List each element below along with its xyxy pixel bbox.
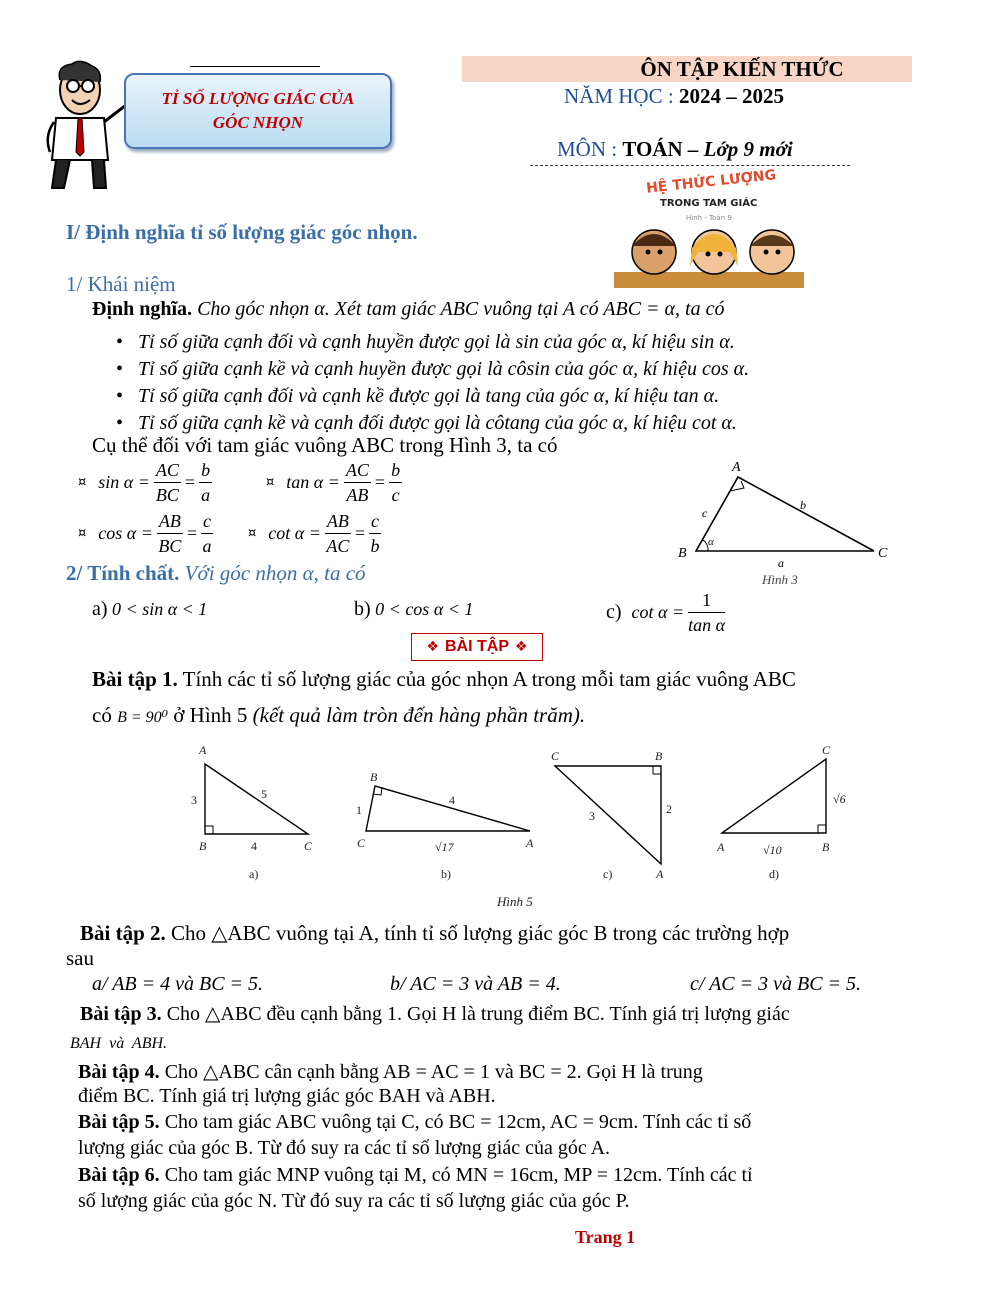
- properties-heading: [66, 561, 366, 586]
- exercise-3-label: Bài tập 3.: [80, 1003, 162, 1025]
- exercises-badge: [411, 633, 543, 661]
- formula-cot-frac1: $\frac{AB}{AC}$: [326, 511, 350, 556]
- exercise-2-label: Bài tập 2.: [80, 921, 166, 945]
- fig5d-C: C: [822, 743, 831, 757]
- formula-sin-frac1: $\frac{AC}{BC}$: [155, 460, 179, 505]
- fig3-label-b: b: [800, 498, 806, 512]
- fig3-label-alpha: α: [708, 536, 714, 548]
- section1-title: I/ Định nghĩa tỉ số lượng giác góc nhọn.: [66, 220, 418, 244]
- fig5b-side3: √17: [435, 840, 454, 854]
- fig5a-C: C: [304, 839, 313, 853]
- bullet-cot: • Tỉ số giữa cạnh kề và cạnh đối được gọi là côtang của góc α, kí hiệu cot α.: [116, 410, 836, 437]
- formula-cos-frac1: $\frac{AB}{BC}$: [158, 511, 182, 556]
- exercise-6-line2: số lượng giác của góc N. Từ đó suy ra các tỉ số lượng giác của góc P.: [78, 1190, 630, 1212]
- bullet-sin: • Tỉ số giữa cạnh đối và cạnh huyền được gọi là sin của góc α, kí hiệu sin α.: [116, 329, 836, 356]
- fig5-caption: Hình 5: [497, 894, 533, 909]
- fig5a-side2: 5: [261, 787, 267, 801]
- exercise-4-text: Cho △ABC cân cạnh bằng AB = AC = 1 và BC = 2. Gọi H là trung: [159, 1061, 703, 1083]
- property-c-frac: $\frac{1}{\text{tan α}}$: [688, 590, 726, 635]
- fig5d-A: A: [717, 840, 725, 854]
- exercise-5-line2: lượng giác của góc B. Từ đó suy ra các tỉ số lượng giác của góc A.: [78, 1137, 611, 1159]
- fig5a-B: B: [199, 839, 207, 853]
- fig5b-B: B: [370, 770, 378, 784]
- school-year-value: 2024 – 2025: [678, 84, 784, 108]
- fig5a-A: A: [199, 743, 207, 757]
- fig5c-A: A: [656, 867, 664, 881]
- fig5b-side2: 4: [449, 793, 455, 807]
- kids-icon: [614, 222, 804, 288]
- formula-marker: ¤: [78, 526, 87, 541]
- concept-heading: 1/ Khái niệm: [66, 272, 176, 296]
- figure-5: [185, 738, 865, 916]
- exercise-2-case-c: c/ AC = 3 và BC = 5.: [690, 973, 862, 995]
- exercise-2-case-b: b/ AC = 3 và AB = 4.: [390, 973, 561, 995]
- formula-marker: ¤: [266, 475, 275, 490]
- formula-sin: ¤ sin α = $\frac{AC}{BC}$ = $\frac{b}{a}$: [78, 460, 211, 505]
- formula-cot-lhs: cot α =: [268, 523, 321, 543]
- property-b-label: b): [354, 598, 371, 620]
- fig5b-side1: 1: [356, 803, 362, 817]
- specific-text: Cụ thể đối với tam giác vuông ABC trong Hình 3, ta có: [92, 433, 558, 457]
- bullet-cos: • Tỉ số giữa cạnh kề và cạnh huyền được gọi là côsin của góc α, kí hiệu cos α.: [116, 356, 836, 383]
- fig3-caption: Hình 3: [762, 572, 798, 587]
- exercise-1: [92, 667, 796, 692]
- topic-banner-text: TỈ SỐ LƯỢNG GIÁC CỦA GÓC NHỌN: [161, 89, 355, 132]
- exercise-5-text: Cho tam giác ABC vuông tại C, có BC = 12cm, AC = 9cm. Tính các tỉ số: [159, 1111, 752, 1133]
- logo-subtitle: TRONG TAM GIÁC: [660, 198, 758, 209]
- exercise-4-line2: điểm BC. Tính giá trị lượng giác góc BAH và ABH.: [78, 1085, 496, 1107]
- school-year-label: NĂM HỌC :: [564, 84, 679, 108]
- property-b-value: 0 < cos α < 1: [375, 599, 474, 619]
- dashed-rule: [530, 165, 850, 166]
- fig3-label-A: A: [732, 460, 741, 475]
- exercise-2: [80, 921, 789, 946]
- exercise-2-text: Cho △ABC vuông tại A, tính tỉ số lượng giác góc B trong các trường hợp: [165, 921, 790, 945]
- exercise-1-condition: B = 90⁰: [117, 709, 169, 726]
- definition-text: Cho góc nhọn α. Xét tam giác ABC vuông tại A có ABC = α, ta có: [192, 298, 725, 320]
- fig3-label-C: C: [878, 546, 888, 561]
- grade-value: – Lớp 9 mới: [682, 137, 793, 161]
- formula-sin-lhs: sin α =: [98, 472, 150, 492]
- formula-cos: ¤ cos α = $\frac{AB}{BC}$ = $\frac{c}{a}$: [78, 511, 212, 556]
- exercise-3-line2: BAH và ABH.: [70, 1035, 168, 1052]
- property-a: [92, 598, 207, 621]
- fig3-label-a: a: [778, 556, 784, 570]
- fig5c-caption: c): [603, 867, 613, 881]
- fig5b-A: A: [526, 836, 534, 850]
- fig5a-caption: a): [249, 867, 259, 881]
- top-rule: [190, 66, 320, 67]
- exercise-2-line2: sau: [66, 946, 94, 970]
- formula-cos-lhs: cos α =: [98, 523, 153, 543]
- property-c-lhs: cot α =: [631, 602, 685, 622]
- property-a-value: 0 < sin α < 1: [112, 599, 208, 619]
- fig5c-B: B: [655, 749, 663, 763]
- exercise-4: [78, 1059, 703, 1084]
- formula-tan-frac2: $\frac{b}{c}$: [391, 460, 401, 505]
- exercise-1-label: Bài tập 1.: [92, 667, 178, 691]
- exercise-5-label: Bài tập 5.: [78, 1111, 160, 1133]
- topic-logo: [600, 167, 810, 288]
- fig5b-C: C: [357, 836, 366, 850]
- topic-banner: [124, 73, 392, 149]
- exercise-6-text: Cho tam giác MNP vuông tại M, có MN = 16cm, MP = 12cm. Tính các tỉ: [159, 1164, 753, 1186]
- formula-sin-frac2: $\frac{b}{a}$: [201, 460, 211, 505]
- exercise-3: [80, 1001, 790, 1026]
- fig5d-B: B: [822, 840, 830, 854]
- property-c-label: c): [606, 601, 622, 623]
- exercise-6-label: Bài tập 6.: [78, 1164, 160, 1186]
- exercise-2-case-a: a/ AB = 4 và BC = 5.: [92, 973, 264, 995]
- exercise-3-text: Cho △ABC đều cạnh bằng 1. Gọi H là trung điểm BC. Tính giá trị lượng giác: [161, 1003, 790, 1025]
- fig3-label-c: c: [702, 506, 708, 520]
- diamond-icon: ❖: [515, 639, 528, 655]
- fig3-label-B: B: [678, 546, 687, 561]
- exercise-1-line2: [92, 703, 585, 728]
- exercise-1-text: Tính các tỉ số lượng giác của góc nhọn A trong mỗi tam giác vuông ABC: [177, 667, 796, 691]
- property-b: [354, 598, 473, 621]
- formula-marker: ¤: [248, 526, 257, 541]
- fig5c-C: C: [551, 749, 560, 763]
- properties-label: 2/ Tính chất.: [66, 561, 180, 585]
- formula-marker: ¤: [78, 475, 87, 490]
- exercise-1-rest: ở Hình 5: [168, 703, 253, 727]
- exercise-1-note: (kết quả làm tròn đến hàng phần trăm).: [252, 703, 586, 727]
- fig5a-side1: 3: [191, 793, 197, 807]
- logo-small-text: Hình - Toán 9: [686, 214, 732, 222]
- fig5d-side2: √10: [763, 843, 782, 857]
- exercises-badge-label: BÀI TẬP: [445, 638, 509, 655]
- properties-text: Với góc nhọn α, ta có: [179, 561, 366, 585]
- exercise-1-prefix: có: [92, 703, 118, 727]
- formula-cot-frac2: $\frac{c}{b}$: [370, 511, 380, 556]
- formula-cot: ¤ cot α = $\frac{AB}{AC}$ = $\frac{c}{b}$: [248, 511, 380, 556]
- exercise-5: [78, 1111, 751, 1134]
- fig5a-side3: 4: [251, 839, 257, 853]
- formula-tan: ¤ tan α = $\frac{AC}{AB}$ = $\frac{b}{c}$: [266, 460, 401, 505]
- exercise-4-label: Bài tập 4.: [78, 1061, 160, 1083]
- formula-cos-frac2: $\frac{c}{a}$: [202, 511, 212, 556]
- logo-title: HỆ THỨC LƯỢNG: [645, 167, 777, 197]
- definition: [92, 298, 724, 321]
- fig5d-caption: d): [769, 867, 779, 881]
- teacher-illustration: [42, 56, 132, 192]
- definition-bullets: [116, 329, 836, 437]
- diamond-icon: ❖: [426, 639, 439, 655]
- school-year: [564, 84, 784, 109]
- figure-3: [670, 455, 900, 590]
- property-c: [606, 588, 725, 637]
- subject-value: TOÁN: [622, 137, 683, 161]
- review-title: ÔN TẬP KIẾN THỨC: [462, 56, 912, 82]
- fig5d-side1: √6: [833, 792, 846, 806]
- exercise-6: [78, 1164, 753, 1187]
- definition-label: Định nghĩa.: [92, 298, 193, 320]
- formula-tan-frac1: $\frac{AC}{AB}$: [345, 460, 369, 505]
- fig5c-side1: 3: [589, 809, 595, 823]
- page-number: Trang 1: [575, 1227, 636, 1247]
- fig5c-side2: 2: [666, 802, 672, 816]
- property-a-label: a): [92, 598, 108, 620]
- subject-line: [557, 137, 793, 162]
- formula-tan-lhs: tan α =: [286, 472, 340, 492]
- fig5b-caption: b): [441, 867, 451, 881]
- bullet-tan: • Tỉ số giữa cạnh đối và cạnh kề được gọi là tang của góc α, kí hiệu tan α.: [116, 383, 836, 410]
- subject-label: MÔN :: [557, 137, 623, 161]
